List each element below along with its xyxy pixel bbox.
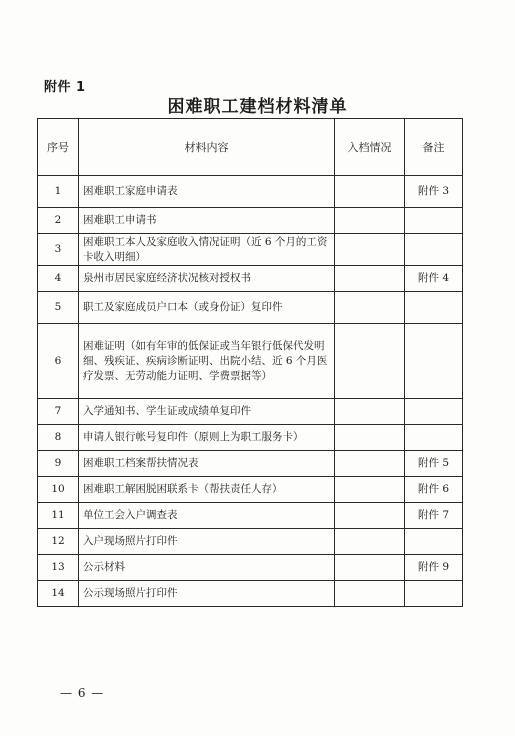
table-row: [38, 176, 463, 208]
row-number-cell: 13: [38, 555, 79, 581]
row-number-cell: 10: [38, 477, 79, 503]
filing-status-cell: [335, 292, 405, 324]
filing-status-cell: [335, 581, 405, 607]
table-header-row: [38, 119, 463, 176]
remark-cell: 附件 3: [405, 176, 463, 208]
material-content-cell: 困难职工申请书: [79, 208, 335, 234]
material-content-cell: 困难职工解困脱困联系卡（帮扶责任人存）: [79, 477, 335, 503]
material-content-cell: 困难证明（如有年审的低保证或当年银行低保代发明细、残疾证、疾病诊断证明、出院小结、近 6 个月医疗发票、无劳动能力证明、学费票据等）: [79, 324, 335, 399]
row-number-cell: 2: [38, 208, 79, 234]
row-number-cell: 3: [38, 234, 79, 266]
table-row: [38, 324, 463, 399]
table-row: [38, 234, 463, 266]
row-number-cell: 8: [38, 425, 79, 451]
remark-cell: 附件 9: [405, 555, 463, 581]
column-header-status: 入档情况: [335, 119, 405, 176]
table-row: [38, 477, 463, 503]
material-content-cell: 入学通知书、学生证或成绩单复印件: [79, 399, 335, 425]
table-row: [38, 425, 463, 451]
row-number-cell: 6: [38, 324, 79, 399]
filing-status-cell: [335, 503, 405, 529]
material-content-cell: 职工及家庭成员户口本（或身份证）复印件: [79, 292, 335, 324]
filing-status-cell: [335, 324, 405, 399]
material-content-cell: 泉州市居民家庭经济状况核对授权书: [79, 266, 335, 292]
filing-status-cell: [335, 208, 405, 234]
remark-cell: [405, 399, 463, 425]
table-row: [38, 451, 463, 477]
remark-cell: 附件 5: [405, 451, 463, 477]
filing-status-cell: [335, 425, 405, 451]
material-content-cell: 困难职工档案帮扶情况表: [79, 451, 335, 477]
material-content-cell: 入户现场照片打印件: [79, 529, 335, 555]
table-row: [38, 208, 463, 234]
material-content-cell: 申请人银行帐号复印件（原则上为职工服务卡）: [79, 425, 335, 451]
remark-cell: [405, 425, 463, 451]
column-header-note: 备注: [405, 119, 463, 176]
remark-cell: 附件 7: [405, 503, 463, 529]
remark-cell: [405, 208, 463, 234]
attachment-label: 附件 1: [44, 80, 86, 95]
column-header-no: 序号: [38, 119, 79, 176]
material-content-cell: 困难职工家庭申请表: [79, 176, 335, 208]
table-row: [38, 503, 463, 529]
row-number-cell: 11: [38, 503, 79, 529]
material-content-cell: 公示材料: [79, 555, 335, 581]
row-number-cell: 9: [38, 451, 79, 477]
filing-status-cell: [335, 399, 405, 425]
remark-cell: [405, 234, 463, 266]
material-content-cell: 困难职工本人及家庭收入情况证明（近 6 个月的工资卡收入明细）: [79, 234, 335, 266]
remark-cell: [405, 292, 463, 324]
remark-cell: [405, 581, 463, 607]
table-row: [38, 581, 463, 607]
row-number-cell: 5: [38, 292, 79, 324]
filing-status-cell: [335, 529, 405, 555]
table-row: [38, 555, 463, 581]
row-number-cell: 1: [38, 176, 79, 208]
material-content-cell: 单位工会入户调查表: [79, 503, 335, 529]
filing-status-cell: [335, 234, 405, 266]
filing-status-cell: [335, 451, 405, 477]
filing-status-cell: [335, 555, 405, 581]
table-row: [38, 529, 463, 555]
remark-cell: 附件 6: [405, 477, 463, 503]
row-number-cell: 14: [38, 581, 79, 607]
remark-cell: [405, 324, 463, 399]
remark-cell: 附件 4: [405, 266, 463, 292]
table-row: [38, 292, 463, 324]
table-row: [38, 266, 463, 292]
material-content-cell: 公示现场照片打印件: [79, 581, 335, 607]
row-number-cell: 12: [38, 529, 79, 555]
filing-status-cell: [335, 266, 405, 292]
page-number: — 6 —: [60, 686, 105, 700]
materials-checklist-table: [37, 118, 463, 607]
remark-cell: [405, 529, 463, 555]
row-number-cell: 7: [38, 399, 79, 425]
document-title: 困难职工建档材料清单: [167, 97, 348, 117]
column-header-content: 材料内容: [79, 119, 335, 176]
filing-status-cell: [335, 176, 405, 208]
filing-status-cell: [335, 477, 405, 503]
row-number-cell: 4: [38, 266, 79, 292]
table-row: [38, 399, 463, 425]
